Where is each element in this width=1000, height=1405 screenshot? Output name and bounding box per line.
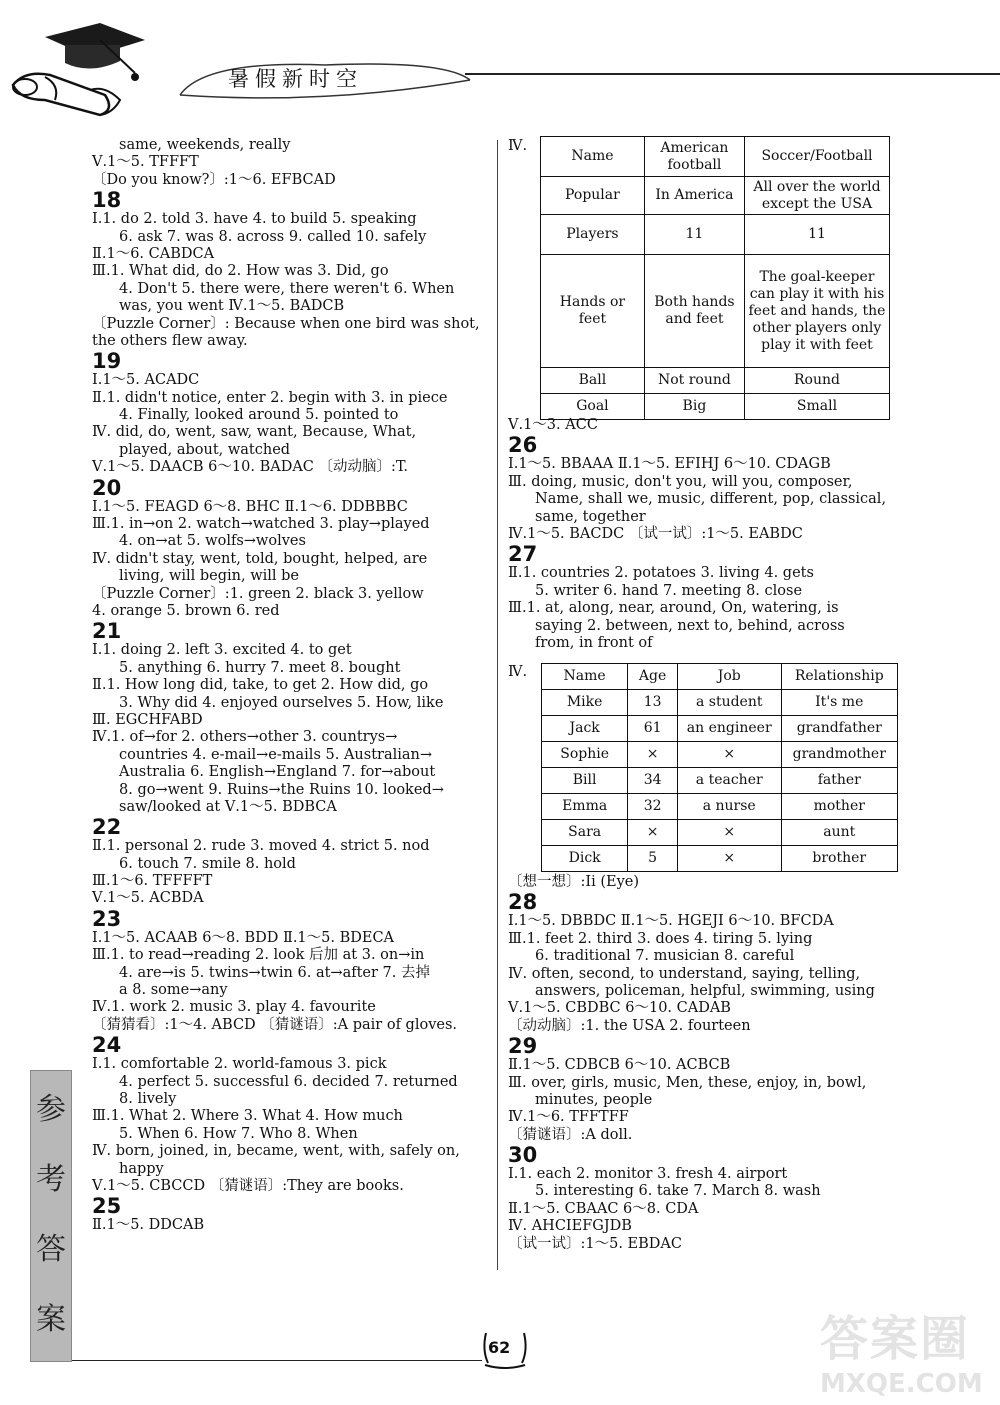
table-cell: Big — [644, 394, 744, 420]
table-row — [542, 768, 898, 794]
answer-line: Ⅲ.1. at, along, near, around, On, watering, is — [508, 600, 839, 617]
left-answer-column — [92, 137, 492, 1235]
answer-line: 4. perfect 5. successful 6. decided 7. returned — [119, 1073, 458, 1090]
table-row — [542, 846, 898, 872]
table-cell: aunt — [781, 820, 897, 846]
answer-line: 4. on→at 5. wolfs→wolves — [119, 533, 306, 550]
table-cell: mother — [781, 794, 897, 820]
answer-line: 4. orange 5. brown 6. red — [92, 602, 280, 619]
answer-line: Ⅰ.1. each 2. monitor 3. fresh 4. airport — [508, 1166, 788, 1183]
right-answer-column-mid — [508, 417, 908, 652]
table-cell: brother — [781, 846, 897, 872]
unit-number: 20 — [92, 475, 122, 500]
answer-line: Ⅲ.1. What 2. Where 3. What 4. How much — [92, 1108, 403, 1125]
answer-line: Ⅲ.1. to read→reading 2. look 后加 at 3. on→in — [92, 947, 425, 964]
table-cell: 5 — [628, 846, 678, 872]
watermark — [820, 1300, 1000, 1400]
answer-line: Ⅰ.1. comfortable 2. world-famous 3. pick — [92, 1056, 387, 1073]
section-label: Ⅳ. — [508, 664, 528, 680]
table-cell: Mike — [542, 690, 628, 716]
answer-line: Ⅰ.1～5. DBBDC Ⅱ.1～5. HGEJI 6～10. BFCDA — [508, 913, 834, 930]
answer-line: 5. anything 6. hurry 7. meet 8. bought — [119, 659, 401, 676]
table-cell: Popular — [541, 177, 645, 215]
unit-number: 30 — [508, 1143, 538, 1168]
table-cell: a student — [677, 690, 781, 716]
table-cell: Sophie — [542, 742, 628, 768]
table-row — [542, 690, 898, 716]
table-cell: Soccer/Football — [744, 137, 889, 177]
table-row — [541, 177, 890, 215]
table-cell: Job — [677, 664, 781, 690]
answer-line: from, in front of — [535, 634, 653, 651]
family-relationship-table — [541, 663, 898, 872]
answer-line: Ⅱ.1. countries 2. potatoes 3. living 4. gets — [508, 565, 814, 582]
answer-line: 5. interesting 6. take 7. March 8. wash — [535, 1183, 821, 1200]
answer-line: Australia 6. English→England 7. for→about — [119, 764, 436, 781]
answer-line: Ⅳ. born, joined, in, became, went, with, safely on, — [92, 1143, 460, 1160]
unit-number: 21 — [92, 619, 122, 644]
answer-line: 5. writer 6. hand 7. meeting 8. close — [535, 582, 803, 599]
answer-line: same, weekends, really — [119, 137, 291, 153]
answer-line: Ⅳ.1～6. TFFTFF — [508, 1109, 629, 1126]
table-cell: 32 — [628, 794, 678, 820]
answer-line: living, will begin, will be — [119, 568, 300, 585]
answer-line: Ⅰ.1～5. BBAAA Ⅱ.1～5. EFIHJ 6～10. CDAGB — [508, 456, 831, 473]
answer-line: Ⅰ.1～5. ACADC — [92, 372, 200, 389]
answer-line: Ⅱ.1～5. CBAAC 6～8. CDA — [508, 1200, 699, 1217]
right-answer-column-bottom — [508, 874, 908, 1253]
answer-line: Ⅲ.1～6. TFFFFT — [92, 873, 213, 890]
answer-line: countries 4. e-mail→e-mails 5. Australian→ — [119, 746, 433, 763]
answer-line: 5. When 6. How 7. Who 8. When — [119, 1125, 358, 1142]
table-cell: Dick — [542, 846, 628, 872]
answer-line: played, about, watched — [119, 441, 291, 458]
answer-line: Ⅱ.1～5. DDCAB — [92, 1217, 205, 1234]
answer-line: 6. traditional 7. musician 8. careful — [535, 948, 795, 965]
answer-line: 〔Puzzle Corner〕: Because when one bird was shot, — [92, 315, 480, 332]
answer-line: minutes, people — [535, 1091, 653, 1108]
answer-line: Ⅱ.1. personal 2. rude 3. moved 4. strict 5. nod — [92, 838, 430, 855]
answer-line: Name, shall we, music, different, pop, classical, — [535, 491, 887, 508]
answer-line: Ⅳ. AHCIEFGJDB — [508, 1218, 632, 1235]
column-divider — [497, 140, 498, 1270]
table-row — [541, 137, 890, 177]
table-cell: × — [628, 742, 678, 768]
table-row — [541, 255, 890, 368]
answer-line: answers, policeman, helpful, swimming, using — [535, 982, 875, 999]
answer-line: 4. Finally, looked around 5. pointed to — [119, 407, 399, 424]
answer-line: Ⅴ.1～5. DAACB 6～10. BADAC 〔动动脑〕:T. — [92, 459, 409, 476]
answer-line: 3. Why did 4. enjoyed ourselves 5. How, like — [119, 694, 444, 711]
answer-line: 〔想一想〕:Ii (Eye) — [508, 874, 640, 890]
footer-rule — [72, 1360, 482, 1361]
section-label: Ⅳ. — [508, 138, 528, 154]
answer-line: 8. lively — [119, 1090, 177, 1107]
table-cell: grandfather — [781, 716, 897, 742]
answer-line: 4. are→is 5. twins→twin 6. at→after 7. 去掉 — [119, 964, 430, 981]
answer-line: Ⅱ.1. How long did, take, to get 2. How did, go — [92, 677, 429, 694]
football-comparison-table — [540, 136, 890, 420]
table-cell: Sara — [542, 820, 628, 846]
unit-number: 27 — [508, 542, 538, 567]
answer-line: saw/looked at Ⅴ.1～5. BDBCA — [119, 798, 337, 815]
answer-line: a 8. some→any — [119, 982, 228, 999]
answer-line: 〔动动脑〕:1. the USA 2. fourteen — [508, 1017, 751, 1034]
table-cell: a teacher — [677, 768, 781, 794]
answer-line: Ⅰ.1. doing 2. left 3. excited 4. to get — [92, 642, 352, 659]
answer-line: 〔猜猜看〕:1～4. ABCD 〔猜谜语〕:A pair of gloves. — [92, 1016, 458, 1033]
table-cell: 11 — [744, 215, 889, 255]
table-cell: Players — [541, 215, 645, 255]
answer-line: Ⅰ.1. do 2. told 3. have 4. to build 5. speaking — [92, 211, 417, 228]
answer-line: Ⅲ.1. What did, do 2. How was 3. Did, go — [92, 263, 389, 280]
header-rule — [465, 73, 1000, 75]
table-cell: Small — [744, 394, 889, 420]
unit-number: 23 — [92, 906, 122, 931]
table-row — [542, 664, 898, 690]
table-cell: Ball — [541, 368, 645, 394]
answer-line: Ⅴ.1～5. CBCCD 〔猜谜语〕:They are books. — [92, 1177, 404, 1194]
graduation-cap-scroll-icon — [5, 15, 175, 125]
answer-line: Ⅴ.1～5. TFFFT — [92, 154, 199, 171]
table-cell: × — [677, 742, 781, 768]
table-cell: a nurse — [677, 794, 781, 820]
table-cell: Emma — [542, 794, 628, 820]
answer-line: 8. go→went 9. Ruins→the Ruins 10. looked→ — [119, 781, 444, 798]
header-title: 暑假新时空 — [228, 67, 363, 91]
side-char: 案 — [36, 1302, 66, 1337]
answer-line: 4. Don't 5. there were, there weren't 6. When — [119, 280, 455, 297]
side-char: 答 — [36, 1232, 66, 1267]
answer-line: 〔猜谜语〕:A doll. — [508, 1126, 633, 1143]
side-label-answers — [30, 1070, 72, 1362]
table-cell: 61 — [628, 716, 678, 742]
answer-line: 6. ask 7. was 8. across 9. called 10. safely — [119, 228, 427, 245]
answer-line: the others flew away. — [92, 332, 248, 349]
table-cell: Goal — [541, 394, 645, 420]
answer-line: same, together — [535, 508, 646, 525]
table-cell: Relationship — [781, 664, 897, 690]
answer-line: 〔Puzzle Corner〕:1. green 2. black 3. yellow — [92, 585, 424, 602]
unit-number: 25 — [92, 1194, 122, 1219]
answer-line: Ⅲ. EGCHFABD — [92, 711, 203, 728]
answer-line: Ⅰ.1～5. FEAGD 6～8. BHC Ⅱ.1～6. DDBBBC — [92, 498, 408, 515]
answer-line: Ⅳ. didn't stay, went, told, bought, helped, are — [92, 550, 428, 567]
answer-line: Ⅳ. did, do, went, saw, want, Because, What, — [92, 424, 417, 441]
table-cell: The goal-keeper can play it with his feet and hands, the other players only play it with feet — [744, 255, 889, 368]
table-cell: 13 — [628, 690, 678, 716]
answer-line: 〔试一试〕:1～5. EBDAC — [508, 1235, 682, 1252]
unit-number: 29 — [508, 1034, 538, 1059]
answer-line: Ⅳ.1～5. BACDC 〔试一试〕:1～5. EABDC — [508, 525, 803, 542]
answer-line: Ⅴ.1～3. ACC — [508, 417, 598, 433]
table-cell: American football — [644, 137, 744, 177]
unit-number: 26 — [508, 433, 538, 458]
unit-number: 22 — [92, 815, 122, 840]
table-row — [542, 794, 898, 820]
answer-line: Ⅴ.1～5. ACBDA — [92, 890, 204, 907]
page-number: 62 — [488, 1338, 511, 1357]
table-cell: Both hands and feet — [644, 255, 744, 368]
answer-line: Ⅲ.1. in→on 2. watch→watched 3. play→played — [92, 516, 430, 533]
table-cell: Round — [744, 368, 889, 394]
table-row — [541, 368, 890, 394]
table-cell: an engineer — [677, 716, 781, 742]
table-cell: × — [677, 846, 781, 872]
table-row — [542, 820, 898, 846]
answer-line: was, you went Ⅳ.1～5. BADCB — [119, 298, 345, 315]
unit-number: 19 — [92, 349, 122, 374]
table-cell: Name — [541, 137, 645, 177]
answer-line: Ⅱ.1～5. CDBCB 6～10. ACBCB — [508, 1057, 731, 1074]
answer-line: Ⅲ. doing, music, don't you, will you, composer, — [508, 473, 853, 490]
answer-line: Ⅴ.1～5. CBDBC 6～10. CADAB — [508, 1000, 731, 1017]
answer-line: 6. touch 7. smile 8. hold — [119, 855, 296, 872]
table-cell: Name — [542, 664, 628, 690]
table-cell: Not round — [644, 368, 744, 394]
answer-line: Ⅳ.1. work 2. music 3. play 4. favourite — [92, 999, 376, 1016]
table-cell: × — [677, 820, 781, 846]
unit-number: 18 — [92, 188, 122, 213]
answer-line: Ⅲ. over, girls, music, Men, these, enjoy, in, bowl, — [508, 1074, 867, 1091]
table-row — [542, 742, 898, 768]
table-cell: × — [628, 820, 678, 846]
table-cell: grandmother — [781, 742, 897, 768]
watermark-top: 答案圈 — [820, 1311, 971, 1367]
table-cell: father — [781, 768, 897, 794]
table-cell: In America — [644, 177, 744, 215]
answer-line: happy — [119, 1160, 164, 1177]
table-cell: Bill — [542, 768, 628, 794]
answer-line: Ⅳ. often, second, to understand, saying, telling, — [508, 965, 861, 982]
table-cell: 11 — [644, 215, 744, 255]
side-char: 考 — [36, 1162, 66, 1197]
table-cell: 34 — [628, 768, 678, 794]
table-cell: Jack — [542, 716, 628, 742]
answer-line: Ⅳ.1. of→for 2. others→other 3. countrys→ — [92, 729, 398, 746]
table-cell: Hands or feet — [541, 255, 645, 368]
unit-number: 28 — [508, 890, 538, 915]
table-cell: All over the world except the USA — [744, 177, 889, 215]
table-row — [541, 394, 890, 420]
answer-line: 〔Do you know?〕:1～6. EFBCAD — [92, 171, 336, 188]
answer-line: Ⅲ.1. feet 2. third 3. does 4. tiring 5. lying — [508, 930, 813, 947]
table-row — [542, 716, 898, 742]
watermark-bottom: MXQE.COM — [820, 1369, 983, 1399]
answer-line: saying 2. between, next to, behind, across — [535, 617, 845, 634]
answer-line: Ⅱ.1～6. CABDCA — [92, 245, 215, 262]
answer-line: Ⅱ.1. didn't notice, enter 2. begin with 3. in piece — [92, 389, 448, 406]
side-char: 参 — [36, 1092, 66, 1127]
table-cell: It's me — [781, 690, 897, 716]
answer-line: Ⅰ.1～5. ACAAB 6～8. BDD Ⅱ.1～5. BDECA — [92, 929, 395, 946]
table-cell: Age — [628, 664, 678, 690]
unit-number: 24 — [92, 1033, 122, 1058]
table-row — [541, 215, 890, 255]
